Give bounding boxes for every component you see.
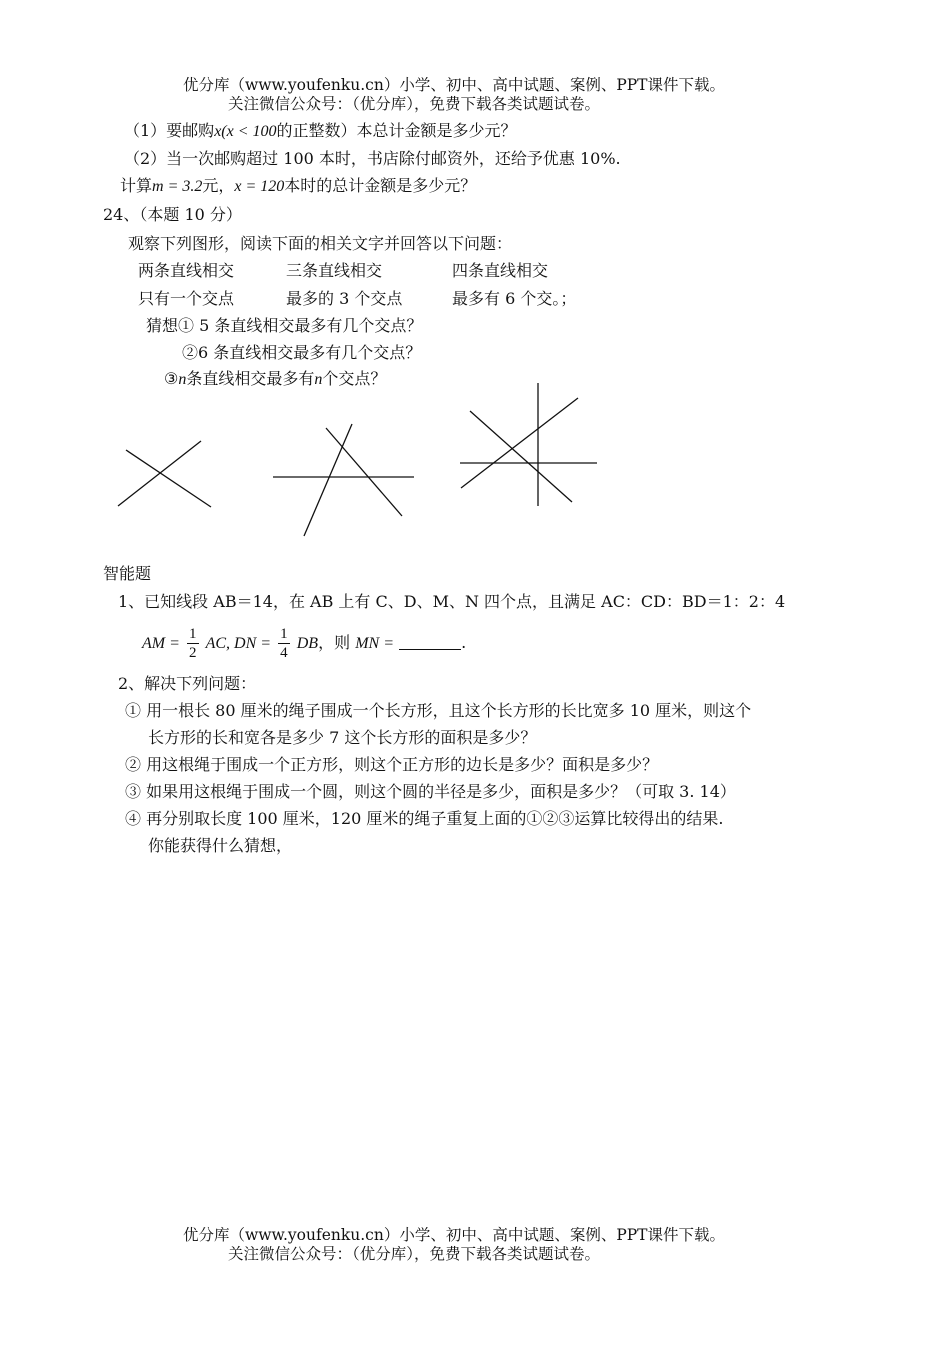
- answer-blank[interactable]: [399, 635, 461, 650]
- q24-guess-2: ②6 条直线相交最多有几个交点？: [182, 343, 422, 362]
- fig1-line-1: [126, 450, 211, 507]
- footer-line-1: 优分库（www.youfenku.cn）小学、初中、高中试题、案例、PPT课件下载。: [183, 1226, 726, 1244]
- header-line-2: 关注微信公众号：（优分库），免费下载各类试题试卷。: [228, 95, 601, 113]
- q24-col-b-row1: 三条直线相交: [286, 261, 383, 280]
- smart-q2-item-3: ③ 如果用这根绳于围成一个圆，则这个圆的半径是多少，面积是多少？（可取 3. 14）: [125, 782, 736, 801]
- q24-title: 24、（本题 10 分）: [103, 205, 242, 224]
- figure-two-lines: [118, 441, 211, 507]
- q23-part3: 计算m = 3.2元，x = 120本时的总计金额是多少元？: [120, 176, 477, 195]
- q24-guess-3: ③n条直线相交最多有n个交点？: [164, 369, 387, 388]
- header-line-1: 优分库（www.youfenku.cn）小学、初中、高中试题、案例、PPT课件下载。: [183, 76, 726, 94]
- q24-guess-1: 猜想① 5 条直线相交最多有几个交点？: [146, 316, 423, 335]
- smart-q2-item-5: 你能获得什么猜想，: [148, 836, 293, 855]
- q24-intro: 观察下列图形，阅读下面的相关文字并回答以下问题：: [128, 234, 513, 253]
- fig1-line-2: [118, 441, 201, 506]
- q24-col-b-row2: 最多的 3 个交点: [286, 289, 403, 308]
- smart-q2-item-2: ② 用这根绳于围成一个正方形，则这个正方形的边长是多少？面积是多少？: [125, 755, 659, 774]
- fraction-one-half: $\frac{1}{2}$: [189, 626, 197, 661]
- fig2-line-3: [326, 428, 402, 516]
- q23-part1: （1）要邮购x(x < 100的正整数）本总计金额是多少元？: [124, 121, 517, 140]
- fig3-line-4: [461, 398, 578, 488]
- figure-four-lines: [460, 383, 597, 506]
- smart-heading: 智能题: [103, 564, 152, 583]
- smart-q2-item-1b: 长方形的长和宽各是多少 7 这个长方形的面积是多少？: [148, 728, 537, 747]
- smart-q1-formula: AM = $\frac{1}{2}$ AC, DN = $\frac{1}{4}$ DB，则 MN = .: [142, 626, 467, 661]
- figure-three-lines: [273, 424, 414, 536]
- q24-col-a-row1: 两条直线相交: [138, 261, 235, 280]
- fraction-one-quarter: $\frac{1}{4}$: [280, 626, 288, 661]
- q24-col-a-row2: 只有一个交点: [138, 289, 235, 308]
- fig3-line-3: [470, 411, 572, 502]
- q24-col-c-row2: 最多有 6 个交。；: [452, 289, 577, 308]
- footer-line-2: 关注微信公众号：（优分库），免费下载各类试题试卷。: [228, 1245, 601, 1263]
- smart-q2-item-1a: ① 用一根长 80 厘米的绳子围成一个长方形，且这个长方形的长比宽多 10 厘米，则这个: [125, 701, 752, 720]
- smart-q2-item-4: ④ 再分别取长度 100 厘米，120 厘米的绳子重复上面的①②③运算比较得出的结果.: [125, 809, 724, 828]
- fig2-line-2: [304, 424, 352, 536]
- smart-q2-title: 2、解决下列问题：: [118, 674, 257, 693]
- smart-q1-text: 1、已知线段 AB＝14，在 AB 上有 C、D、M、N 四个点，且满足 AC：CD：BD＝1：2：4: [118, 592, 786, 611]
- q24-col-c-row1: 四条直线相交: [452, 261, 549, 280]
- q23-part2: （2）当一次邮购超过 100 本时，书店除付邮资外，还给予优惠 10%.: [124, 149, 621, 168]
